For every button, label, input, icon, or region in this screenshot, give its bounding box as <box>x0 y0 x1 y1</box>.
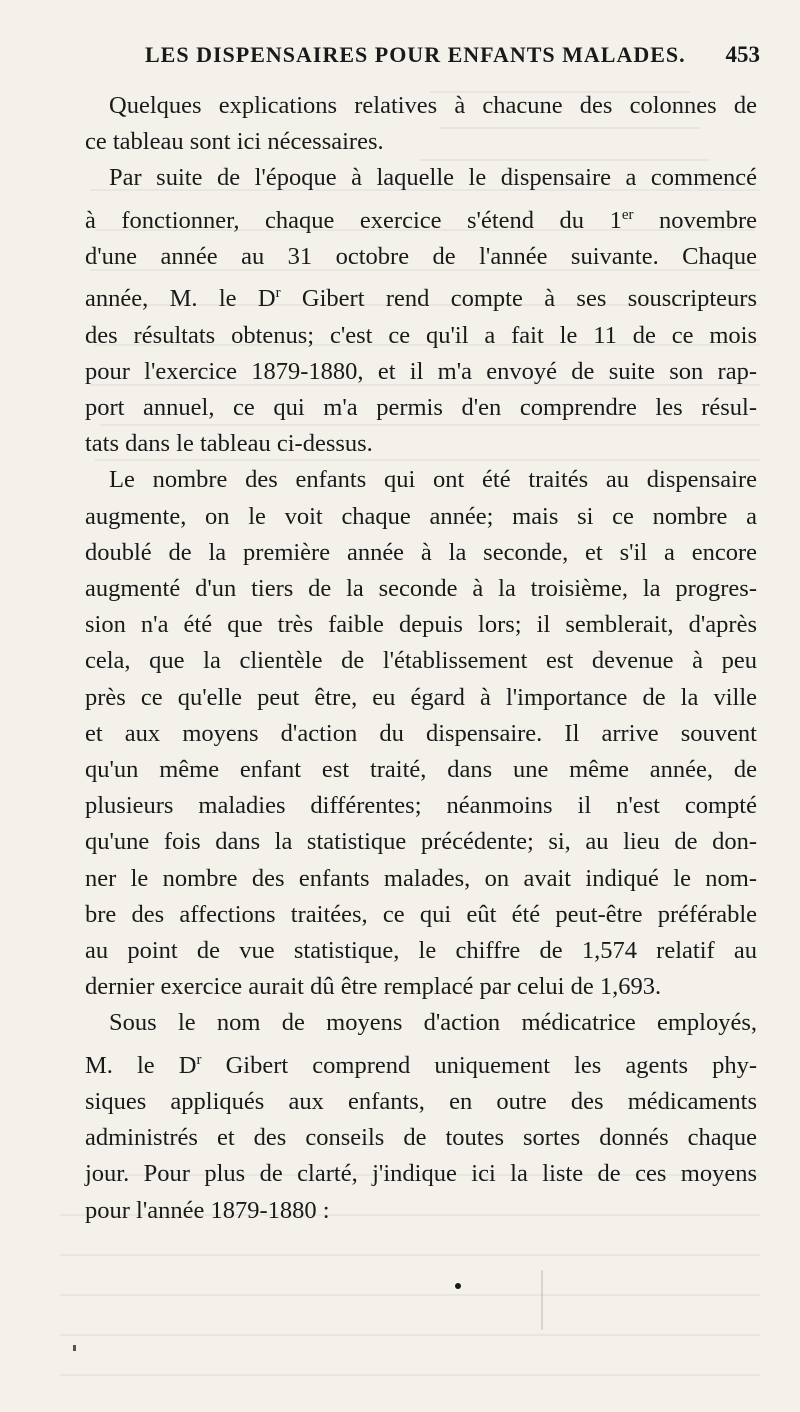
text-line: tats dans le tableau ci-dessus. <box>85 430 373 458</box>
text-line: augmente, on le voit chaque année; mais si ce nombre a <box>85 502 757 530</box>
text-line: siques appliqués aux enfants, en outre des médicaments <box>85 1087 757 1115</box>
ink-mark <box>73 1345 76 1351</box>
text-line: qu'un même enfant est traité, dans une même année, de <box>85 755 757 783</box>
text-line: Quelques explications relatives à chacune des colonnes de <box>109 92 757 119</box>
text-line: année, M. le $D^r$ Gibert rend compte à ses souscripteurs <box>85 285 757 313</box>
text-line: ce tableau sont ici nécessaires. <box>85 128 384 156</box>
paragraph-4 <box>85 1005 757 1228</box>
text-line: jour. Pour plus de clarté, j'indique ici la liste de ces moyens <box>85 1160 757 1188</box>
text-line: Le nombre des enfants qui ont été traités au dispensaire <box>109 466 757 494</box>
text-line: près ce qu'elle peut être, eu égard à l'importance de la ville <box>85 683 757 711</box>
text-line: bre des affections traitées, ce qui eût été peut-être préférable <box>85 900 757 928</box>
paragraph-1 <box>85 88 757 160</box>
text-line: d'une année au 31 octobre de l'année suivante. Chaque <box>85 242 757 270</box>
body-text <box>85 88 757 1229</box>
text-line: ner le nombre des enfants malades, on avait indiqué le nom- <box>85 864 757 892</box>
text-line: des résultats obtenus; c'est ce qu'il a fait le 11 de ce mois <box>85 321 757 349</box>
text-line: Par suite de l'époque à laquelle le dispensaire a commencé <box>109 164 757 192</box>
text-line: administrés et des conseils de toutes sortes donnés chaque <box>85 1124 757 1152</box>
paragraph-3 <box>85 462 757 1005</box>
text-line: doublé de la première année à la seconde, et s'il a encore <box>85 538 757 566</box>
ink-dot <box>455 1283 461 1289</box>
text-line: cela, que la clientèle de l'établissement est devenue à peu <box>85 647 757 675</box>
text-line: qu'une fois dans la statistique précédente; si, au lieu de don- <box>85 828 757 856</box>
text-line: au point de vue statistique, le chiffre de 1,574 relatif au <box>85 936 757 964</box>
text-line: pour l'année 1879-1880 : <box>85 1196 330 1224</box>
text-line: à fonctionner, chaque exercice s'étend du 1er novembre <box>85 206 757 234</box>
running-title: LES DISPENSAIRES POUR ENFANTS MALADES. <box>145 42 686 67</box>
text-line: M. le $D^r$ Gibert comprend uniquement les agents phy- <box>85 1051 758 1079</box>
text-line: pour l'exercice 1879-1880, et il m'a envoyé de suite son rap- <box>85 357 757 385</box>
text-line: plusieurs maladies différentes; néanmoins il n'est compté <box>85 792 757 820</box>
text-line: dernier exercice aurait dû être remplacé par celui de 1,693. <box>85 973 662 1001</box>
text-line: sion n'a été que très faible depuis lors; il semblerait, d'après <box>85 611 757 639</box>
text-line: Sous le nom de moyens d'action médicatrice employés, <box>109 1009 757 1037</box>
paragraph-2 <box>85 160 757 462</box>
text-line: port annuel, ce qui m'a permis d'en comprendre les résul- <box>85 393 757 421</box>
page-number: 453 <box>725 42 760 67</box>
text-line: et aux moyens d'action du dispensaire. Il arrive souvent <box>85 719 757 747</box>
running-header <box>145 42 760 76</box>
text-line: augmenté d'un tiers de la seconde à la troisième, la progres- <box>85 574 757 602</box>
